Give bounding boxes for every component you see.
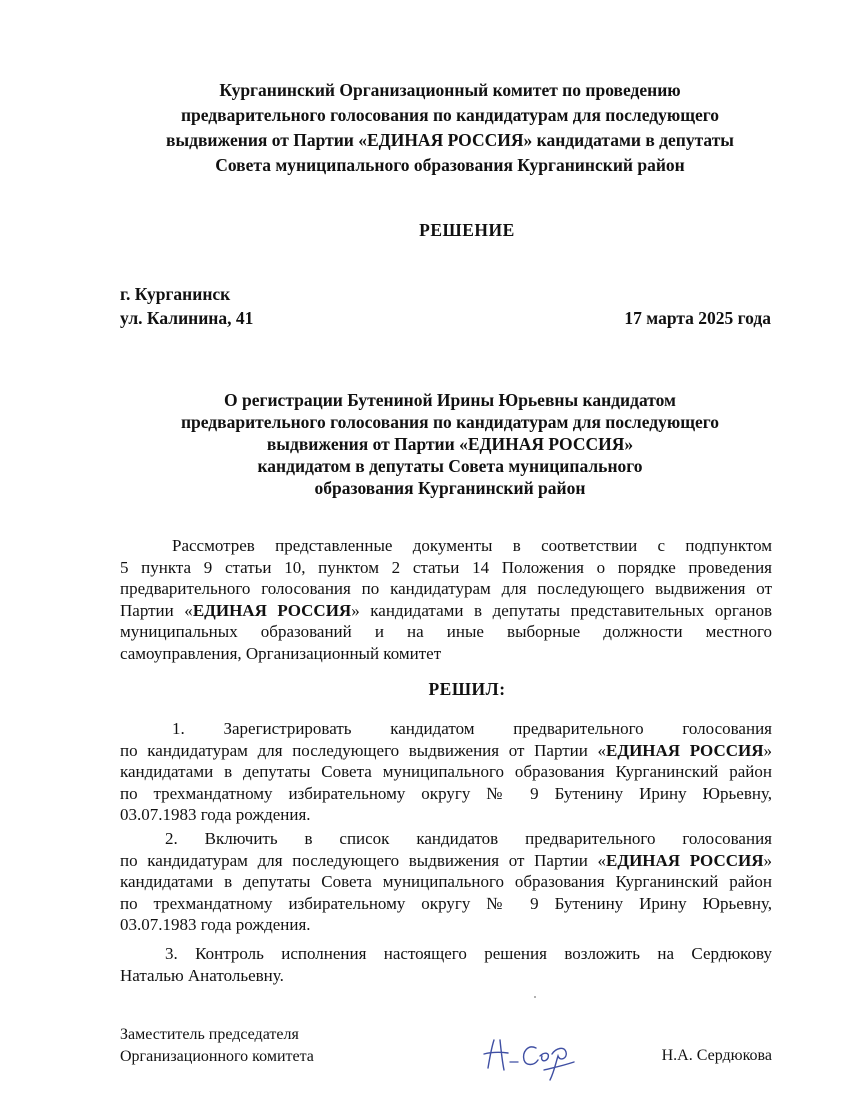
- header-line: выдвижения от Партии «ЕДИНАЯ РОССИЯ» кандидатами в депутаты: [166, 130, 734, 150]
- text-fragment: »: [763, 850, 773, 870]
- header-line: предварительного голосования по кандидатурам для последующего: [180, 105, 720, 125]
- position-line: Организационного комитета: [120, 1048, 314, 1065]
- item-line: 03.07.1983 года рождения.: [120, 915, 311, 935]
- preamble-line: Рассмотрев представленные документы в соответствии с подпунктом: [172, 536, 772, 555]
- text-fragment: »: [763, 740, 773, 760]
- signatory-position: [120, 1024, 314, 1068]
- item-line: 03.07.1983 года рождения.: [120, 805, 311, 825]
- signatory-name: Н.А. Сердюкова: [661, 1047, 772, 1064]
- decision-item-1: [120, 718, 772, 826]
- text-fragment: по кандидатурам для последующего выдвижения от Партии «: [120, 740, 607, 760]
- decision-item-2: [120, 828, 772, 936]
- party-name: ЕДИНАЯ РОССИЯ: [606, 850, 764, 870]
- header-line: Совета муниципального образования Курганинский район: [215, 155, 685, 175]
- subject-line: О регистрации Бутениной Ирины Юрьевны кандидатом: [224, 390, 676, 410]
- position-line: Заместитель председателя: [120, 1026, 299, 1043]
- subject-line: кандидатом в депутаты Совета муниципального: [257, 456, 643, 476]
- item-line: 3. Контроль исполнения настоящего решения возложить на Сердюкову: [165, 944, 772, 963]
- preamble-line: самоуправления, Организационный комитет: [120, 643, 442, 663]
- preamble-line: предварительного голосования по кандидатурам для последующего выдвижения от: [120, 579, 772, 599]
- party-name: ЕДИНАЯ РОССИЯ: [606, 740, 764, 760]
- street-address: ул. Калинина, 41: [120, 308, 254, 328]
- preamble-paragraph: [120, 535, 772, 665]
- subject-line: образования Курганинский район: [314, 478, 586, 498]
- preamble-line: 5 пункта 9 статьи 10, пунктом 2 статьи 14 Положения о порядке проведения: [120, 557, 772, 577]
- item-line: [120, 850, 772, 872]
- scan-speck: [534, 996, 536, 998]
- text-fragment: » кандидатами в депутаты представительных органов: [351, 600, 772, 620]
- item-line: по трехмандатному избирательному округу № 9 Бутенину Ирину Юрьевну,: [120, 893, 772, 913]
- header-line: Курганинский Организационный комитет по проведению: [219, 80, 681, 100]
- item-line: [120, 740, 772, 762]
- item-line: по трехмандатному избирательному округу № 9 Бутенину Ирину Юрьевну,: [120, 783, 772, 803]
- item-line: кандидатами в депутаты Совета муниципального образования Курганинский район: [120, 872, 772, 892]
- document-type-title: РЕШЕНИЕ: [419, 220, 515, 240]
- preamble-line: [120, 600, 772, 622]
- item-line: 1. Зарегистрировать кандидатом предварительного голосования: [172, 719, 772, 738]
- party-name: ЕДИНАЯ РОССИЯ: [192, 600, 352, 620]
- place-block: [120, 282, 253, 330]
- preamble-line: муниципальных образований и на иные выборные должности местного: [120, 622, 772, 642]
- committee-header: [100, 78, 800, 178]
- text-fragment: по кандидатурам для последующего выдвижения от Партии «: [120, 850, 607, 870]
- subject-line: выдвижения от Партии «ЕДИНАЯ РОССИЯ»: [266, 434, 634, 454]
- item-line: Наталью Анатольевну.: [120, 965, 284, 985]
- city: г. Курганинск: [120, 284, 231, 304]
- document-date: 17 марта 2025 года: [624, 308, 771, 328]
- item-line: кандидатами в депутаты Совета муниципального образования Курганинский район: [120, 762, 772, 782]
- handwritten-signature: [478, 1026, 588, 1086]
- decision-item-3: [120, 943, 772, 986]
- subject-line: предварительного голосования по кандидатурам для последующего: [180, 412, 720, 432]
- resolved-heading: РЕШИЛ:: [428, 679, 506, 699]
- item-line: 2. Включить в список кандидатов предварительного голосования: [165, 829, 772, 848]
- decision-subject: [100, 389, 800, 499]
- text-fragment: Партии «: [120, 600, 193, 620]
